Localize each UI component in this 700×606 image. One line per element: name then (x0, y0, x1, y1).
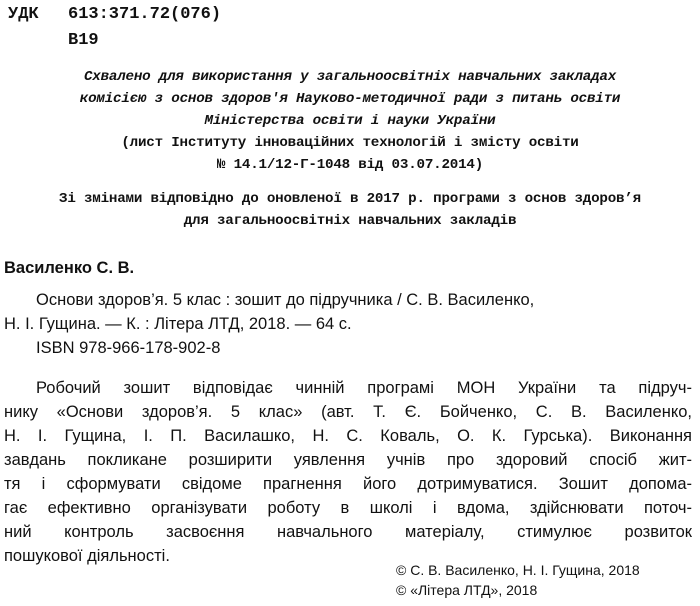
changes-line: Зі змінами відповідно до оновленої в 2017 р. програми з основ здоров’я (59, 191, 641, 207)
approval-letter-line: № 14.1/12-Г-1048 від 03.07.2014) (216, 157, 484, 173)
approval-letter-line: (лист Інституту інноваційних технологій і змісту освіти (121, 135, 579, 151)
abstract-line: пошукової діяльності. (4, 547, 170, 565)
record-isbn: ISBN 978-966-178-902-8 (36, 339, 221, 357)
approval-line: Міністерства освіти і науки України (204, 113, 496, 129)
udk-label: УДК (8, 5, 39, 24)
abstract-line: ний контроль засвоєння навчального матеріалу, стимулює розвиток (4, 523, 692, 541)
record-title-line: Основи здоров’я. 5 клас : зошит до підручника / С. В. Василенко, (36, 291, 535, 309)
abstract-line: гає ефективно організувати роботу в школі і вдома, здійснювати поточ- (4, 499, 692, 517)
record-author: Василенко С. В. (4, 259, 135, 277)
abstract-line: Н. І. Гущина, І. П. Василашко, Н. С. Коваль, О. К. Гурська). Виконання (4, 427, 692, 445)
bbk-code: В19 (68, 31, 99, 50)
changes-note (0, 188, 700, 232)
abstract-line: завдань покликане розширити уявлення учнів про здоровий спосіб жит- (4, 451, 692, 469)
approval-line: Схвалено для використання у загальноосвітніх навчальних закладах (83, 69, 617, 85)
changes-line: для загальноосвітніх навчальних закладів (183, 213, 517, 229)
abstract-line: тя і сформувати свідоме прагнення його дотримуватися. Зошит допома- (4, 475, 692, 493)
copyright-authors: © С. В. Василенко, Н. І. Гущина, 2018 (396, 562, 640, 578)
approval-line: комісією з основ здоров'я Науково-методичної ради з питань освіти (79, 91, 621, 107)
approval-block (0, 66, 700, 176)
record-imprint-line: Н. І. Гущина. — К. : Літера ЛТД, 2018. — 64 с. (4, 315, 352, 333)
udk-code: 613:371.72(076) (68, 5, 222, 24)
copyright-publisher: © «Літера ЛТД», 2018 (396, 582, 538, 598)
abstract-line: нику «Основи здоров’я. 5 клас» (авт. Т. Є. Бойченко, С. В. Василенко, (4, 403, 692, 421)
abstract-line: Робочий зошит відповідає чинній програмі МОН України та підруч- (36, 379, 692, 397)
udk-line (8, 4, 221, 26)
